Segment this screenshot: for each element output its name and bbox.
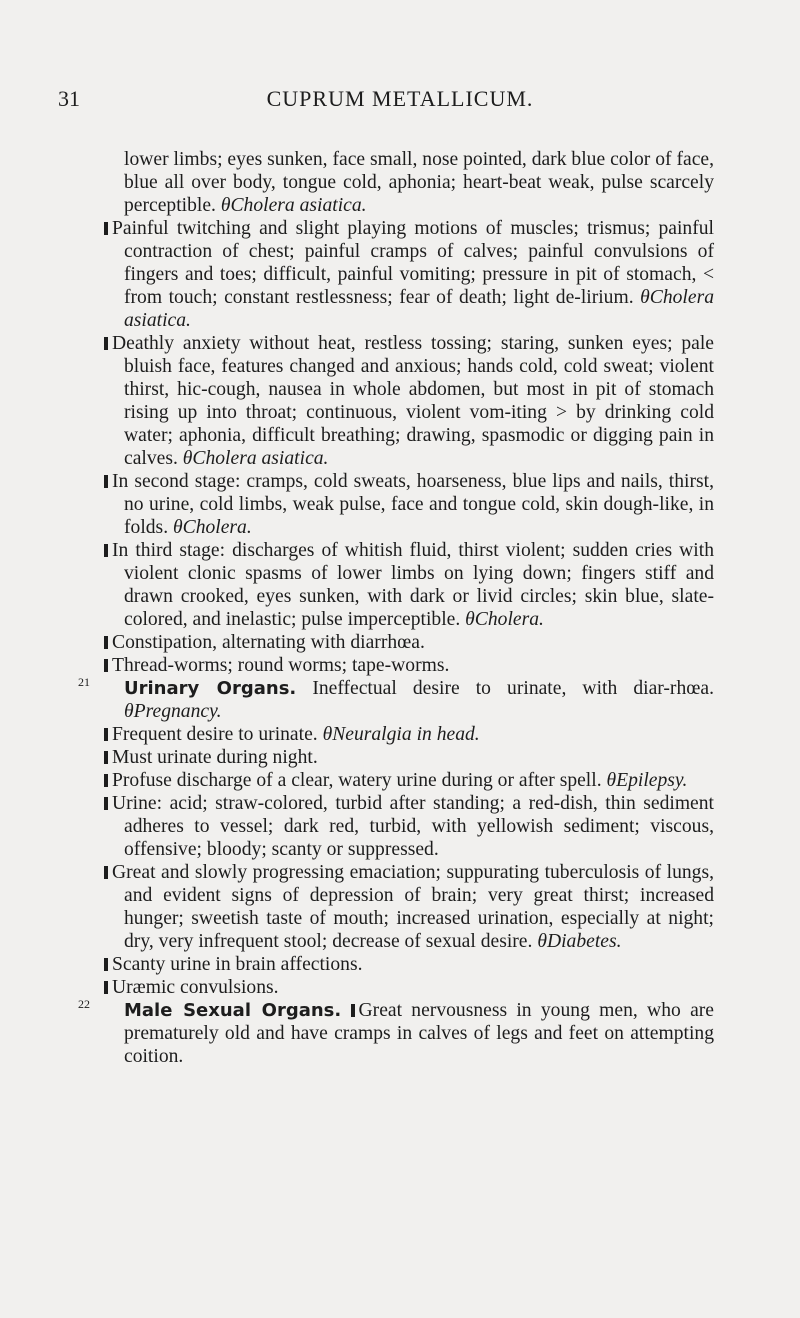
paragraph: In second stage: cramps, cold sweats, hoarseness, blue lips and nails, thirst, no urine, cold limbs, weak pulse, face and tongue cold, skin dough-like, in folds. θCholera. (104, 470, 714, 539)
paragraph: Thread-worms; round worms; tape-worms. (104, 654, 714, 677)
bullet-mark (104, 958, 108, 971)
section-title: Urinary Organs. (124, 678, 297, 699)
bullet-mark (104, 636, 108, 649)
reference: θPregnancy. (124, 701, 222, 722)
reference: θDiabetes. (537, 931, 622, 952)
page-number: 31 (58, 86, 80, 111)
bullet-mark (104, 751, 108, 764)
paragraph: Urine: acid; straw-colored, turbid after standing; a red-dish, thin sediment adheres to vessel; dark red, turbid, with yellowish sediment; viscous, offensive; bloody; scanty or suppressed. (104, 792, 714, 861)
paragraph: Uræmic convulsions. (104, 976, 714, 999)
section-number: 22 (78, 997, 90, 1011)
bullet-mark (104, 475, 108, 488)
bullet-mark (104, 659, 108, 672)
reference: θCholera asiatica. (182, 448, 329, 469)
paragraph: Must urinate during night. (104, 746, 714, 769)
bullet-mark (104, 222, 108, 235)
bullet-mark (104, 866, 108, 879)
paragraph: Great and slowly progressing emaciation; suppurating tuberculosis of lungs, and evident signs of depression of brain; very great thirst; increased hunger; sweetish taste of mouth; increased urination, especially at night; dry, very infrequent stool; decrease of sexual desire. θDiabetes. (104, 861, 714, 953)
bullet-mark (104, 337, 108, 350)
paragraph: Frequent desire to urinate. θNeuralgia in head. (104, 723, 714, 746)
reference: θCholera. (465, 609, 544, 630)
bullet-mark (104, 797, 108, 810)
reference: θEpilepsy. (606, 770, 688, 791)
reference: θCholera. (173, 517, 252, 538)
page-header (58, 86, 742, 120)
reference: θCholera asiatica. (124, 287, 714, 331)
bullet-mark (104, 981, 108, 994)
section-title: Male Sexual Organs. (124, 1000, 342, 1021)
section-urinary-organs: 21 Urinary Organs. Ineffectual desire to urinate, with diar-rhœa. θPregnancy. (104, 677, 714, 723)
bullet-mark (104, 728, 108, 741)
paragraph: Painful twitching and slight playing motions of muscles; trismus; painful contraction of chest; painful cramps of calves; painful convulsions of fingers and toes; difficult, painful vomiting; pressure in pit of stomach, < from touch; constant restlessness; fear of death; light de-lirium. θCholera asiatica. (104, 217, 714, 332)
paragraph: Profuse discharge of a clear, watery urine during or after spell. θEpilepsy. (104, 769, 714, 792)
reference: θNeuralgia in head. (322, 724, 480, 745)
running-title: CUPRUM METALLICUM. (266, 86, 534, 111)
bullet-mark (351, 1004, 355, 1017)
section-male-sexual-organs: 22 Male Sexual Organs. Great nervousness in young men, who are prematurely old and have cramps in calves of legs and feet on attempting coition. (104, 999, 714, 1068)
paragraph: lower limbs; eyes sunken, face small, nose pointed, dark blue color of face, blue all over body, tongue cold, aphonia; heart-beat weak, pulse scarcely perceptible. θCholera asiatica. (124, 149, 714, 216)
bullet-mark (104, 544, 108, 557)
paragraph: Constipation, alternating with diarrhœa. (104, 631, 714, 654)
paragraph: Deathly anxiety without heat, restless tossing; staring, sunken eyes; pale bluish face, features changed and anxious; hands cold, cold sweat; violent thirst, hic-cough, nausea in whole abdomen, but most in pit of stomach rising up into throat; continuous, violent vom-iting > by drinking cold water; aphonia, difficult breathing; drawing, spasmodic or digging pain in calves. θCholera asiatica. (104, 332, 714, 470)
section-number: 21 (78, 675, 90, 689)
reference: θCholera asiatica. (220, 195, 367, 216)
body-text (78, 148, 714, 1068)
paragraph: In third stage: discharges of whitish fluid, thirst violent; sudden cries with violent clonic spasms of lower limbs on lying down; fingers stiff and drawn crooked, eyes sunken, with dark or livid circles; skin blue, slate-colored, and inelastic; pulse imperceptible. θCholera. (104, 539, 714, 631)
bullet-mark (104, 774, 108, 787)
paragraph: Scanty urine in brain affections. (104, 953, 714, 976)
